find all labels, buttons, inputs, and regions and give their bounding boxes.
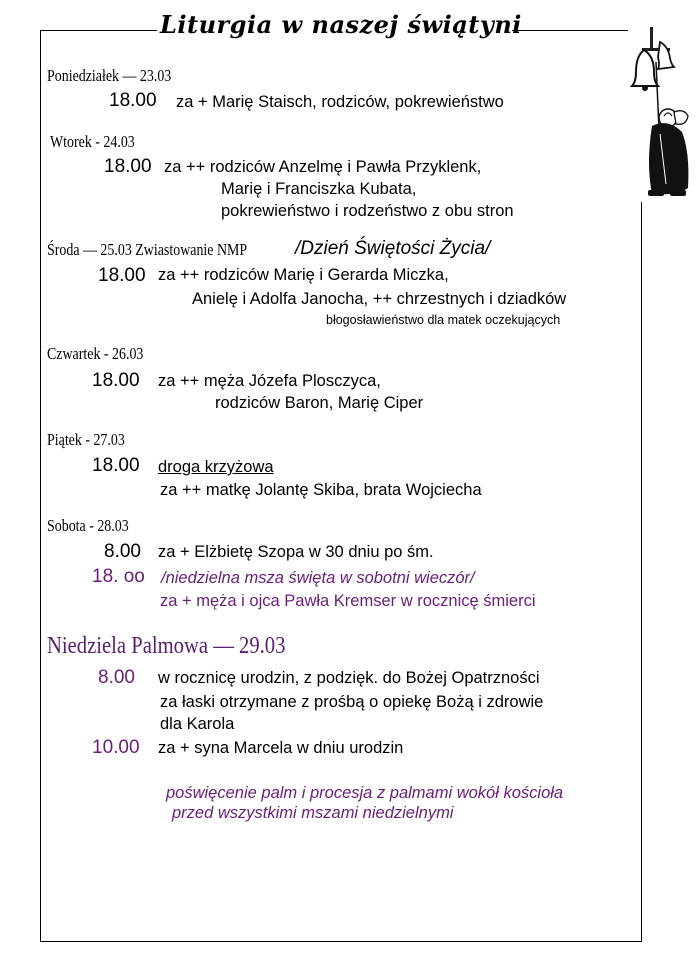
feast-name: /Dzień Świętości Życia/ — [295, 238, 491, 259]
way-of-cross: droga krzyżowa — [158, 458, 274, 476]
mass-intention: za + Marię Staisch, rodziców, pokrewieństwo — [176, 93, 504, 111]
mass-time: 18.00 — [92, 455, 140, 476]
mass-intention: za ++ rodziców Marię i Gerarda Miczka, — [158, 266, 449, 284]
mass-intention: rodziców Baron, Marię Ciper — [215, 394, 424, 412]
mass-intention: w rocznicę urodzin, z podzięk. do Bożej Opatrzności — [158, 669, 540, 687]
vigil-note: /niedzielna msza święta w sobotni wieczór/ — [161, 569, 475, 587]
day-thursday: Czwartek - 26.03 — [47, 344, 144, 363]
day-saturday: Sobota - 28.03 — [47, 516, 129, 535]
palm-procession-note: przed wszystkimi mszami niedzielnymi — [172, 804, 454, 822]
mass-intention: za ++ matkę Jolantę Skiba, brata Wojciecha — [160, 481, 482, 499]
palm-procession-note: poświęcenie palm i procesja z palmami wokół kościoła — [166, 784, 564, 802]
mass-time: 18.00 — [98, 265, 146, 286]
day-monday: Poniedziałek — 23.03 — [47, 66, 172, 85]
day-tuesday: Wtorek - 24.03 — [50, 132, 135, 151]
day-palm-sunday: Niedziela Palmowa — 29.03 — [47, 633, 286, 659]
page-title: Liturgia w naszej świątyni — [160, 10, 522, 39]
mass-time: 18.00 — [92, 370, 140, 391]
mass-time: 10.00 — [92, 737, 140, 758]
mass-intention: za ++ rodziców Anzelmę i Pawła Przyklenk, — [164, 158, 482, 176]
bell-ringer-icon — [630, 22, 694, 202]
mass-intention: pokrewieństwo i rodzeństwo z obu stron — [221, 202, 514, 220]
mass-intention: Marię i Franciszka Kubata, — [221, 180, 417, 198]
mass-time: 18.00 — [109, 90, 157, 111]
mass-intention: za + syna Marcela w dniu urodzin — [158, 739, 404, 757]
day-wednesday: Środa — 25.03 Zwiastowanie NMP — [47, 240, 248, 259]
mass-time: 8.00 — [98, 667, 135, 688]
mass-intention: za + męża i ojca Pawła Kremser w rocznicę śmierci — [160, 592, 536, 610]
mass-intention: za łaski otrzymane z prośbą o opiekę Bożą i zdrowie — [160, 693, 544, 711]
mass-time: 18.00 — [104, 156, 152, 177]
mass-time: 8.00 — [104, 541, 141, 562]
mass-intention: dla Karola — [160, 715, 235, 733]
mass-note: błogosławieństwo dla matek oczekujących — [326, 313, 561, 327]
mass-intention: za + Elżbietę Szopa w 30 dniu po śm. — [158, 543, 434, 561]
mass-intention: za ++ męża Józefa Plosczyca, — [158, 372, 381, 390]
mass-intention: Anielę i Adolfa Janocha, ++ chrzestnych i dziadków — [192, 290, 567, 308]
day-friday: Piątek - 27.03 — [47, 430, 125, 449]
mass-time-vigil: 18. oo — [92, 566, 145, 587]
